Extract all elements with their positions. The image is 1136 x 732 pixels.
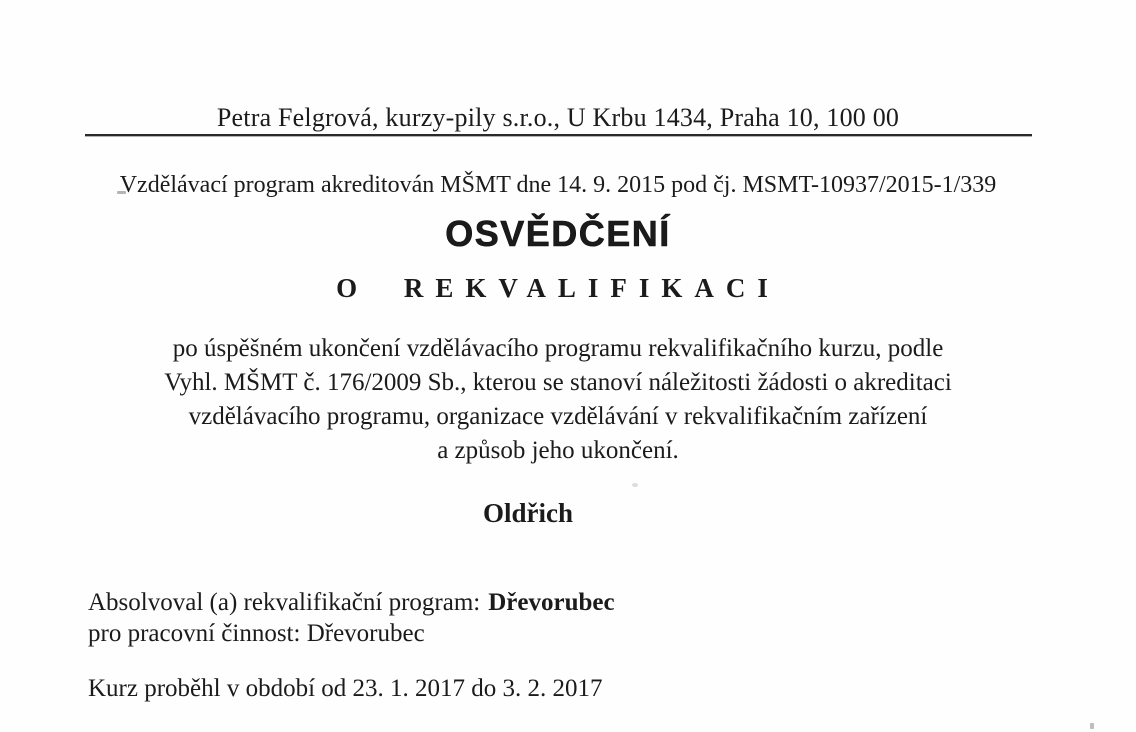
program-line [88,589,615,617]
certificate-body-line: a způsob jeho ukončení. [437,437,679,464]
program-label: Absolvoval (a) rekvalifikační program: [88,589,481,616]
scan-artifact-dot [632,483,638,487]
provider-line: Petra Felgrová, kurzy-pily s.r.o., U Krbu 1434, Praha 10, 100 00 [216,103,900,132]
certificate-body-line: po úspěšném ukončení vzdělávacího programu rekvalifikačního kurzu, podle [172,335,944,362]
accreditation-line: Vzdělávací program akreditován MŠMT dne 14. 9. 2015 pod čj. MSMT-10937/2015-1/339 [119,172,997,198]
certificate-body-line: vzdělávacího programu, organizace vzdělávání v rekvalifikačním zařízení [188,403,928,430]
scan-artifact-speck [1090,723,1094,729]
program-value: Dřevorubec [488,589,615,616]
certificate-title: OSVĚDČENÍ [445,213,671,254]
occupation-line: pro pracovní činnost: Dřevorubec [88,620,425,647]
certificate-subtitle: O REKVALIFIKACI [336,273,780,303]
course-period-line: Kurz proběhl v období od 23. 1. 2017 do 3. 2. 2017 [88,675,603,702]
certificate-body-line: Vyhl. MŠMT č. 176/2009 Sb., kterou se stanoví náležitosti žádosti o akreditaci [164,369,952,396]
header-rule [85,134,1032,136]
certificate-body [0,332,1116,468]
recipient-name: Oldřich [482,498,573,528]
